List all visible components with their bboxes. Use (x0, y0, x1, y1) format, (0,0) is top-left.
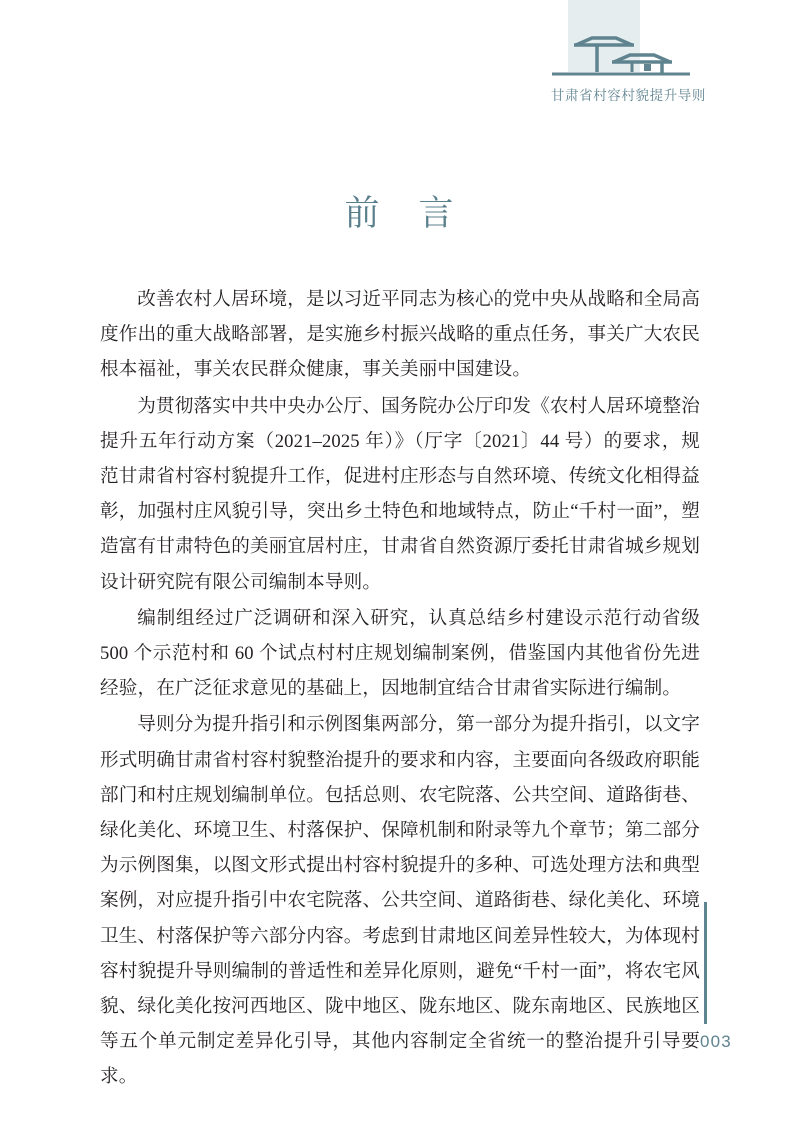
pavilion-house-icon (540, 0, 700, 78)
body-content (100, 282, 700, 1096)
header-document-title: 甘肃省村容村貌提升导则 (550, 88, 706, 103)
page-header (0, 0, 800, 120)
paragraph: 导则分为提升指引和示例图集两部分，第一部分为提升指引，以文字形式明确甘肃省村容村貌整治提升的要求和内容，主要面向各级政府职能部门和村庄规划编制单位。包括总则、农宅院落、公共空间、道路街巷、绿化美化、环境卫生、村落保护、保障机制和附录等九个章节；第二部分为示例图集，以图文形式提出村容村貌提升的多种、可选处理方法和典型案例，对应提升指引中农宅院落、公共空间、道路街巷、绿化美化、环境卫生、村落保护等六部分内容。考虑到甘肃地区间差异性较大，为体现村容村貌提升导则编制的普适性和差异化原则，避免“千村一面”，将农宅风貌、绿化美化按河西地区、陇中地区、陇东地区、陇东南地区、民族地区等五个单元制定差异化引导，其他内容制定全省统一的整治提升引导要求。 (100, 714, 700, 1088)
page-number: 003 (700, 1032, 732, 1051)
paragraph: 改善农村人居环境，是以习近平同志为核心的党中央从战略和全局高度作出的重大战略部署，是实施乡村振兴战略的重点任务，事关广大农民根本福祉，事关农民群众健康，事关美丽中国建设。 (100, 289, 700, 381)
paragraph: 为贯彻落实中共中央办公厅、国务院办公厅印发《农村人居环境整治提升五年行动方案（2021–2025 年）》（厅字〔2021〕44 号）的要求，规范甘肃省村容村貌提升工作，促进村庄形态与自然环境、传统文化相得益彰，加强村庄风貌引导，突出乡土特色和地域特点，防止“千村一面”，塑造富有甘肃特色的美丽宜居村庄，甘肃省自然资源厅委托甘肃省城乡规划设计研究院有限公司编制本导则。 (100, 395, 700, 593)
page-number-rule (704, 902, 707, 1024)
page-title: 前 言 (344, 194, 456, 233)
paragraph: 编制组经过广泛调研和深入研究，认真总结乡村建设示范行动省级 500 个示范村和 60 个试点村村庄规划编制案例，借鉴国内其他省份先进经验，在广泛征求意见的基础上，因地制宜结合甘肃省实际进行编制。 (100, 607, 700, 700)
